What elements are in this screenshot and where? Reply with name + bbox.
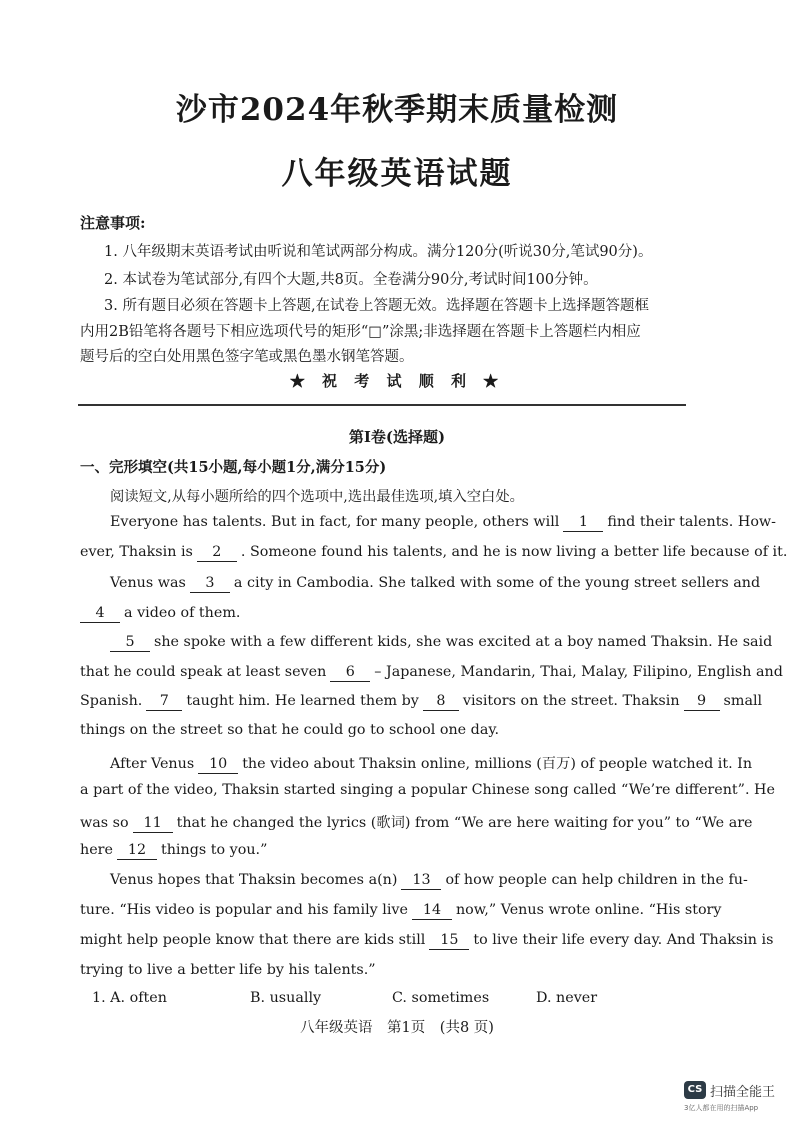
notice-heading: 注意事项: (80, 214, 146, 232)
good-luck-banner: ★ 祝 考 试 顺 利 ★ (289, 372, 505, 390)
notice-line-3: 3. 所有题目必须在答题卡上答题,在试卷上答题无效。选择题在答题卡上选择题答题框 (104, 298, 650, 314)
passage-line: 4 a video of them. (80, 605, 240, 623)
scanner-watermark (684, 1079, 784, 1117)
option-a: 1. A. often (92, 990, 167, 1006)
blank-5: 5 (110, 635, 150, 652)
blank-6: 6 (330, 665, 370, 682)
passage-line: Venus hopes that Thaksin becomes a(n) 13 of how people can help children in the fu- (110, 872, 748, 888)
passage-line: a part of the video, Thaksin started singing a popular Chinese song called “We’re different”. He (80, 782, 775, 798)
blank-7: 7 (146, 694, 182, 711)
blank-4: 4 (80, 606, 120, 623)
passage-line: here 12 things to you.” (80, 842, 268, 858)
page-footer: 八年级英语 第1页 (共8 页) (300, 1020, 494, 1036)
divider (78, 404, 686, 406)
option-c: C. sometimes (392, 990, 490, 1006)
option-b: B. usually (250, 990, 322, 1006)
section-title: 一、完形填空(共15小题,每小题1分,满分15分) (80, 459, 387, 476)
exam-title: 沙市2024年秋季期末质量检测 (175, 92, 619, 128)
blank-13: 13 (401, 873, 441, 890)
notice-line-4: 内用2B铅笔将各题号下相应选项代号的矩形“□”涂黑;非选择题在答题卡上答题栏内相应 (80, 324, 641, 340)
passage-line: Everyone has talents. But in fact, for many people, others will 1 find their talents. How- (110, 514, 777, 530)
passage-line: that he could speak at least seven 6 – Japanese, Mandarin, Thai, Malay, Filipino, English and (80, 664, 783, 680)
passage-line: After Venus 10 the video about Thaksin online, millions (百万) of people watched it. In (110, 756, 753, 772)
blank-14: 14 (412, 903, 452, 920)
passage-line: trying to live a better life by his talents.” (80, 962, 376, 978)
watermark-tagline: 3亿人都在用的扫描App (684, 1104, 759, 1112)
passage-line: things on the street so that he could go to school one day. (80, 722, 500, 738)
blank-8: 8 (423, 694, 459, 711)
passage-line: 5 she spoke with a few different kids, she was excited at a boy named Thaksin. He said (110, 634, 772, 652)
blank-9: 9 (684, 694, 720, 711)
camscanner-logo-icon: CS (684, 1081, 706, 1099)
passage-line: Spanish. 7 taught him. He learned them by 8 visitors on the street. Thaksin 9 small (80, 693, 763, 709)
blank-12: 12 (117, 843, 157, 860)
blank-15: 15 (429, 933, 469, 950)
part-title: 第Ⅰ卷(选择题) (348, 428, 446, 446)
blank-11: 11 (133, 816, 173, 833)
passage-line: Venus was 3 a city in Cambodia. She talked with some of the young street sellers and (110, 575, 761, 591)
exam-subtitle: 八年级英语试题 (281, 156, 513, 192)
instruction: 阅读短文,从每小题所给的四个选项中,选出最佳选项,填入空白处。 (110, 489, 524, 505)
option-d: D. never (536, 990, 598, 1006)
watermark-name: 扫描全能王 (710, 1085, 776, 1100)
passage-line: might help people know that there are kids still 15 to live their life every day. And Thaksin is (80, 932, 774, 948)
blank-1: 1 (563, 515, 603, 532)
notice-line-2: 2. 本试卷为笔试部分,有四个大题,共8页。全卷满分90分,考试时间100分钟。 (104, 272, 598, 288)
passage-line: was so 11 that he changed the lyrics (歌词) from “We are here waiting for you” to “We are (80, 815, 753, 831)
blank-3: 3 (190, 576, 230, 593)
notice-line-1: 1. 八年级期末英语考试由听说和笔试两部分构成。满分120分(听说30分,笔试90分)。 (104, 244, 653, 260)
notice-line-5: 题号后的空白处用黑色签字笔或黑色墨水钢笔答题。 (80, 349, 414, 365)
passage-line: ever, Thaksin is 2 . Someone found his talents, and he is now living a better life because of it. (80, 544, 788, 560)
passage-line: ture. “His video is popular and his family live 14 now,” Venus wrote online. “His story (80, 902, 722, 918)
blank-2: 2 (197, 545, 237, 562)
blank-10: 10 (198, 757, 238, 774)
